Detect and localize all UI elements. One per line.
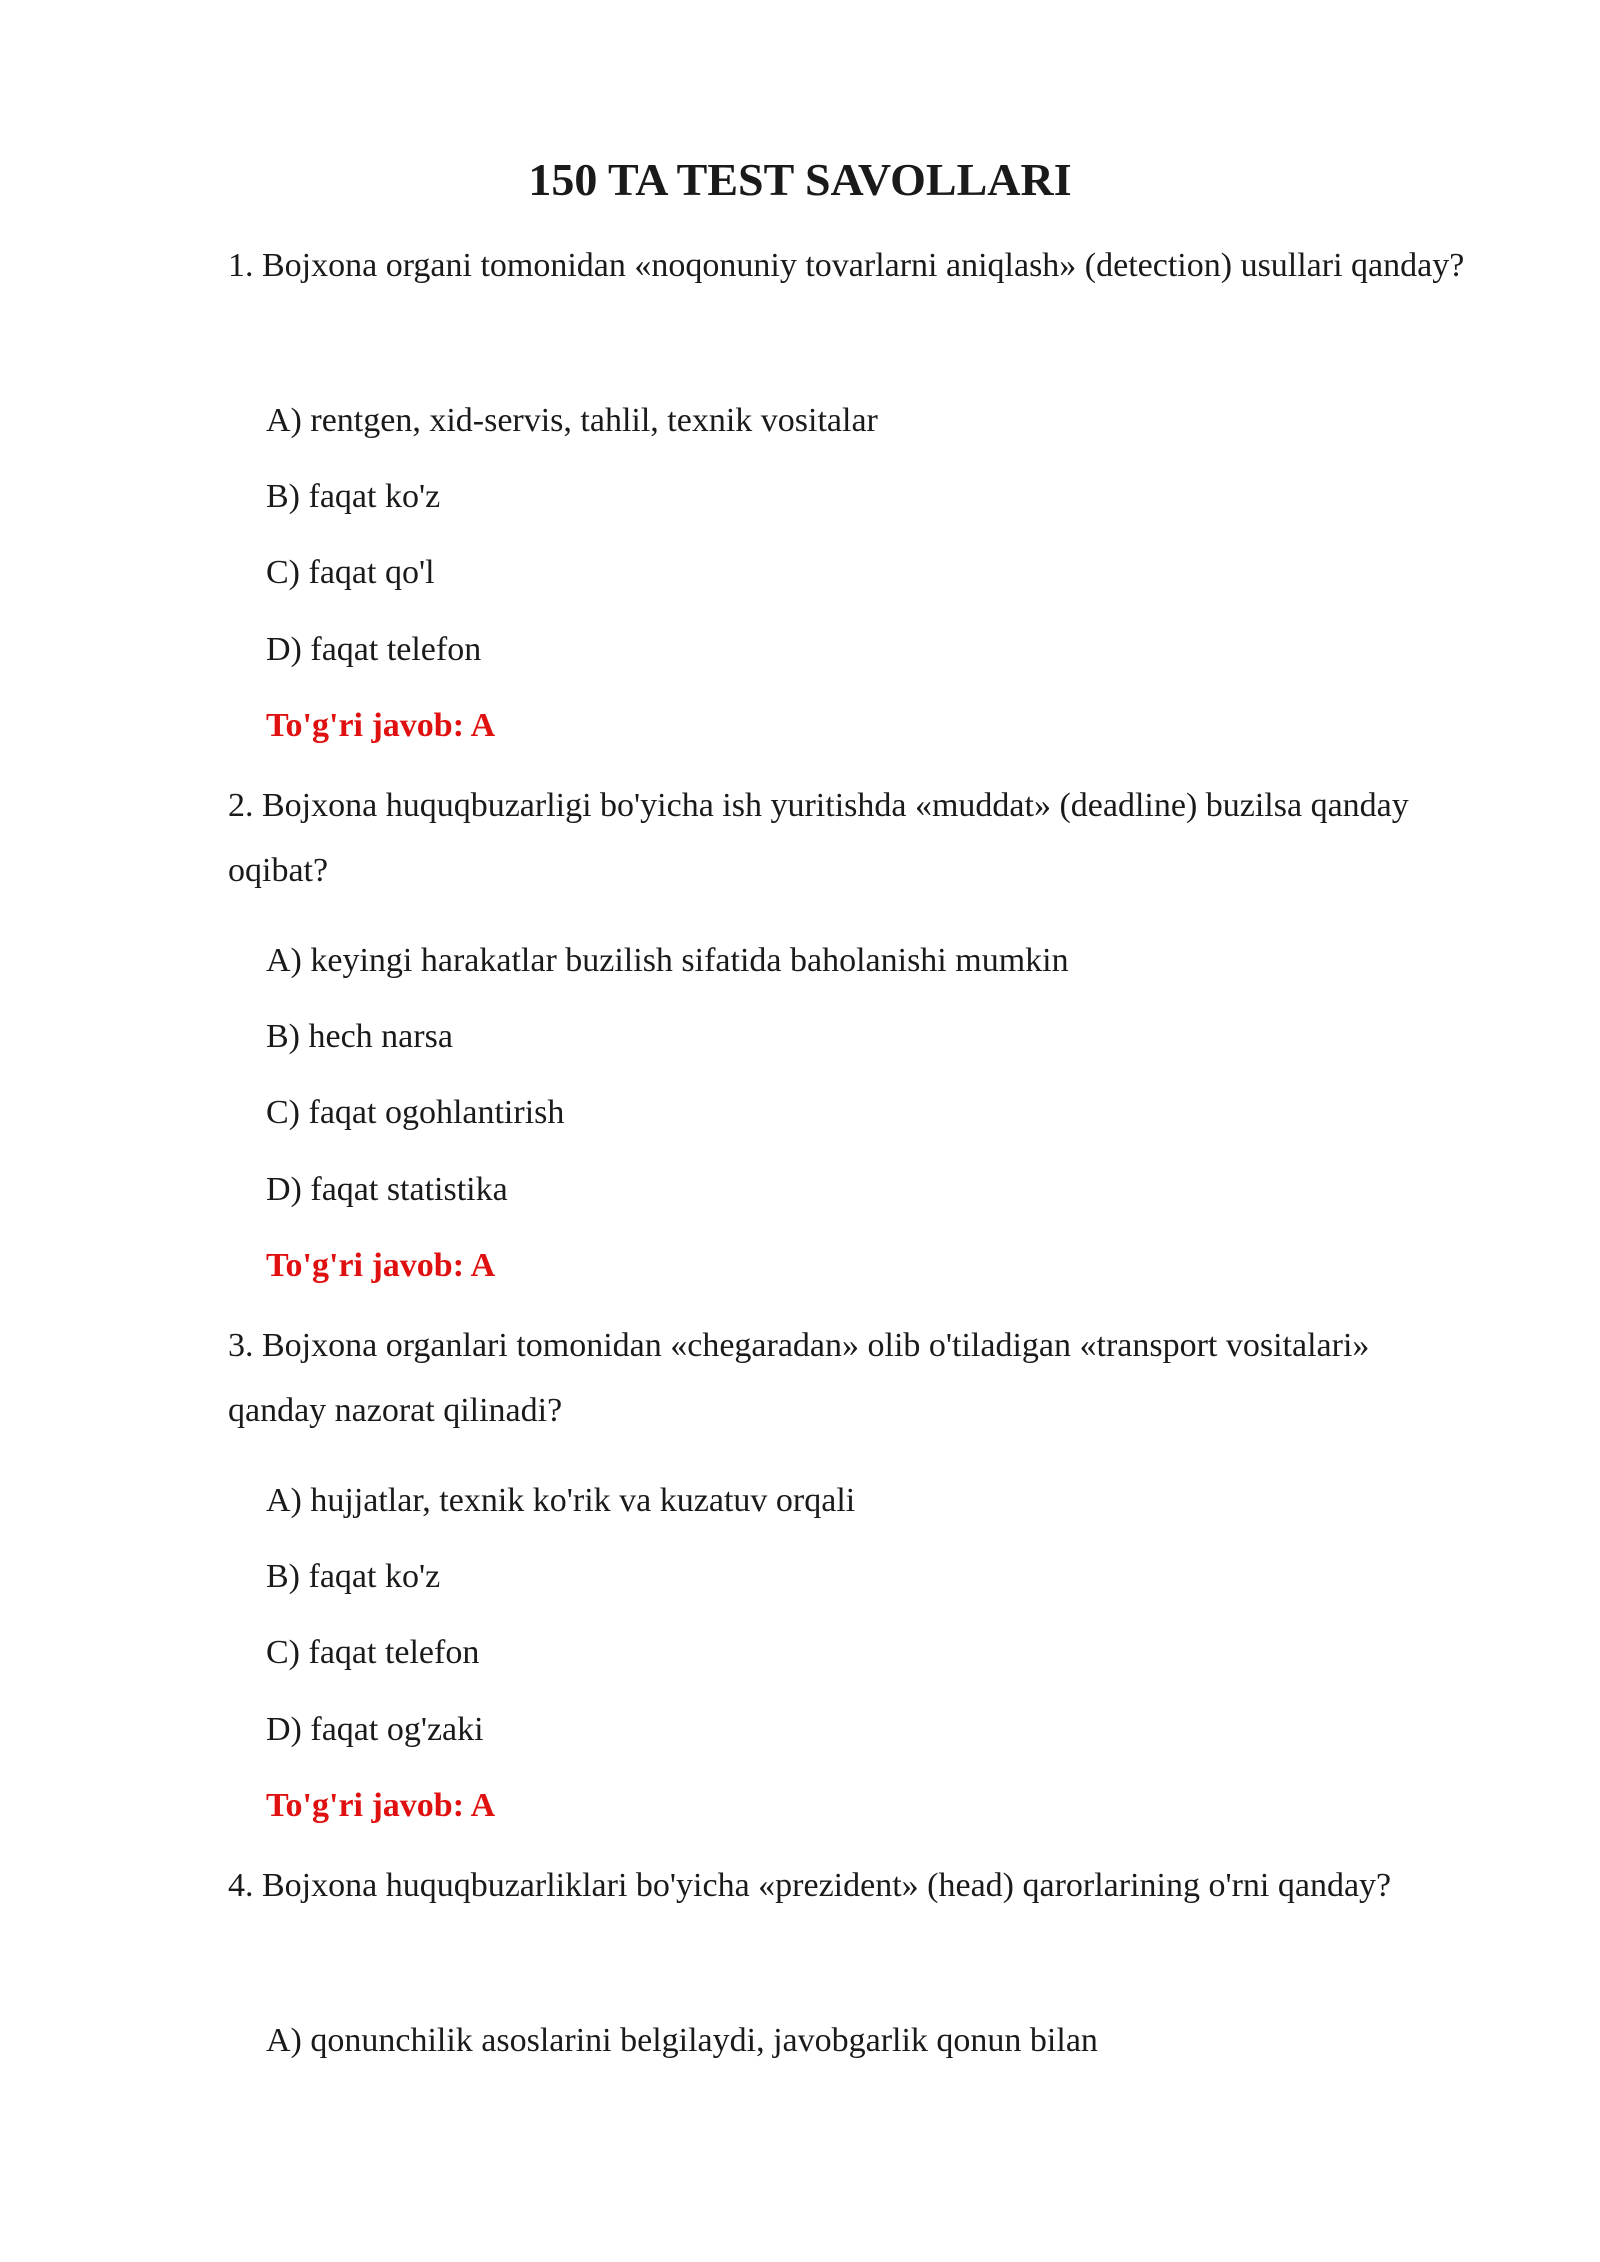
question-3-option-c: C) faqat telefon <box>266 1634 480 1671</box>
question-1-answer: To'g'ri javob: A <box>266 707 496 744</box>
question-2-option-d: D) faqat statistika <box>266 1171 508 1208</box>
question-1-text: 1. Bojxona organi tomonidan «noqonuniy tovarlarni aniqlash» (detection) usullari qanday? <box>228 247 1465 284</box>
question-2-answer: To'g'ri javob: A <box>266 1247 496 1284</box>
question-1-option-c: C) faqat qo'l <box>266 554 435 591</box>
question-2-option-b: B) hech narsa <box>266 1018 453 1055</box>
question-2-text: 2. Bojxona huquqbuzarligi bo'yicha ish yuritishda «muddat» (deadline) buzilsa qanday oqibat? <box>228 787 1409 889</box>
question-3-option-b: B) faqat ko'z <box>266 1558 441 1595</box>
question-3-option-d: D) faqat og'zaki <box>266 1711 484 1748</box>
question-1-option-b: B) faqat ko'z <box>266 478 441 515</box>
question-1-option-a: A) rentgen, xid-servis, tahlil, texnik vositalar <box>266 402 878 439</box>
question-2-option-a: A) keyingi harakatlar buzilish sifatida baholanishi mumkin <box>266 942 1069 979</box>
question-1-option-d: D) faqat telefon <box>266 631 482 668</box>
question-2-option-c: C) faqat ogohlantirish <box>266 1094 565 1131</box>
question-3-answer: To'g'ri javob: A <box>266 1787 496 1824</box>
question-4-text: 4. Bojxona huquqbuzarliklari bo'yicha «prezident» (head) qarorlarining o'rni qanday? <box>228 1867 1392 1904</box>
question-3-text: 3. Bojxona organlari tomonidan «chegaradan» olib o'tiladigan «transport vositalari» qanday nazorat qilinadi? <box>228 1327 1370 1429</box>
document-title: 150 TA TEST SAVOLLARI <box>528 154 1072 205</box>
question-4-option-a: A) qonunchilik asoslarini belgilaydi, javobgarlik qonun bilan <box>266 2022 1098 2059</box>
question-3-option-a: A) hujjatlar, texnik ko'rik va kuzatuv orqali <box>266 1482 856 1519</box>
